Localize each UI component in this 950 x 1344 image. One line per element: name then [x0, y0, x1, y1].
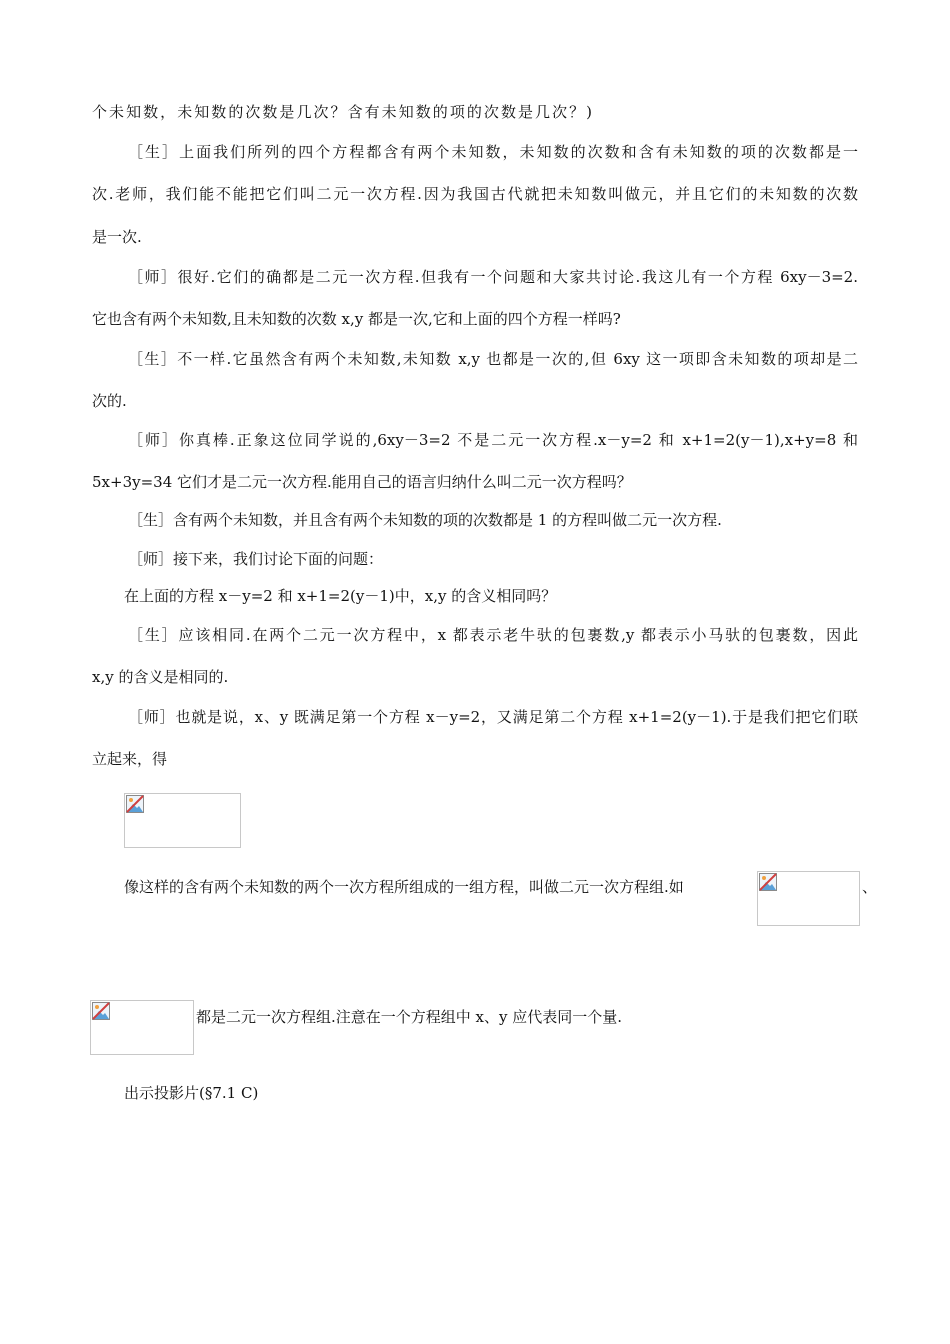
paragraph-line: ［师］接下来，我们讨论下面的问题：	[128, 550, 384, 568]
paragraph-line: x,y 的含义是相同的.	[92, 668, 229, 686]
broken-image-icon	[759, 873, 777, 891]
paragraph-line: 是一次.	[92, 228, 142, 246]
paragraph-line: 次的.	[92, 392, 127, 410]
paragraph-line: ［师］也就是说，x、y 既满足第一个方程 x－y=2，又满足第二个方程 x+1=2(y－1).于是我们把它们联	[128, 708, 858, 726]
paragraph-line: ［生］应该相同.在两个二元一次方程中，x 都表示老牛驮的包裹数,y 都表示小马驮的包裹数，因此	[128, 626, 858, 644]
broken-image-icon	[126, 795, 144, 813]
paragraph-line: 立起来，得	[92, 750, 168, 768]
equation-image	[757, 871, 860, 926]
equation-image	[124, 793, 241, 848]
paragraph-line: ［生］上面我们所列的四个方程都含有两个未知数，未知数的次数和含有未知数的项的次数都是一	[128, 143, 858, 161]
paragraph-line: 像这样的含有两个未知数的两个一次方程所组成的一组方程，叫做二元一次方程组.如	[124, 878, 684, 896]
paragraph-line: ［生］不一样.它虽然含有两个未知数,未知数 x,y 也都是一次的,但 6xy 这一项即含未知数的项却是二	[128, 350, 858, 368]
paragraph-line: 个未知数，未知数的次数是几次？含有未知数的项的次数是几次？)	[92, 103, 592, 121]
paragraph-line: 在上面的方程 x－y=2 和 x+1=2(y－1)中，x,y 的含义相同吗？	[124, 587, 557, 605]
equation-image	[90, 1000, 194, 1055]
paragraph-line: ［师］你真棒.正象这位同学说的,6xy－3=2 不是二元一次方程.x－y=2 和 x+1=2(y－1),x+y=8 和	[128, 431, 859, 449]
paragraph-line: 出示投影片(§7.1 C)	[124, 1084, 259, 1102]
paragraph-line: 都是二元一次方程组.注意在一个方程组中 x、y 应代表同一个量.	[196, 1008, 623, 1026]
paragraph-line: 次.老师，我们能不能把它们叫二元一次方程.因为我国古代就把未知数叫做元，并且它们的未知数的次数	[92, 185, 858, 203]
paragraph-line: 它也含有两个未知数,且未知数的次数 x,y 都是一次,它和上面的四个方程一样吗?	[92, 310, 621, 328]
paragraph-line: 5x+3y=34 它们才是二元一次方程.能用自己的语言归纳什么叫二元一次方程吗？	[92, 473, 632, 491]
paragraph-line: ［生］含有两个未知数，并且含有两个未知数的项的次数都是 1 的方程叫做二元一次方程.	[128, 511, 722, 529]
broken-image-icon	[92, 1002, 110, 1020]
enumeration-comma: 、	[862, 878, 878, 896]
paragraph-line: ［师］很好.它们的确都是二元一次方程.但我有一个问题和大家共讨论.我这儿有一个方程 6xy－3=2.	[128, 268, 858, 286]
